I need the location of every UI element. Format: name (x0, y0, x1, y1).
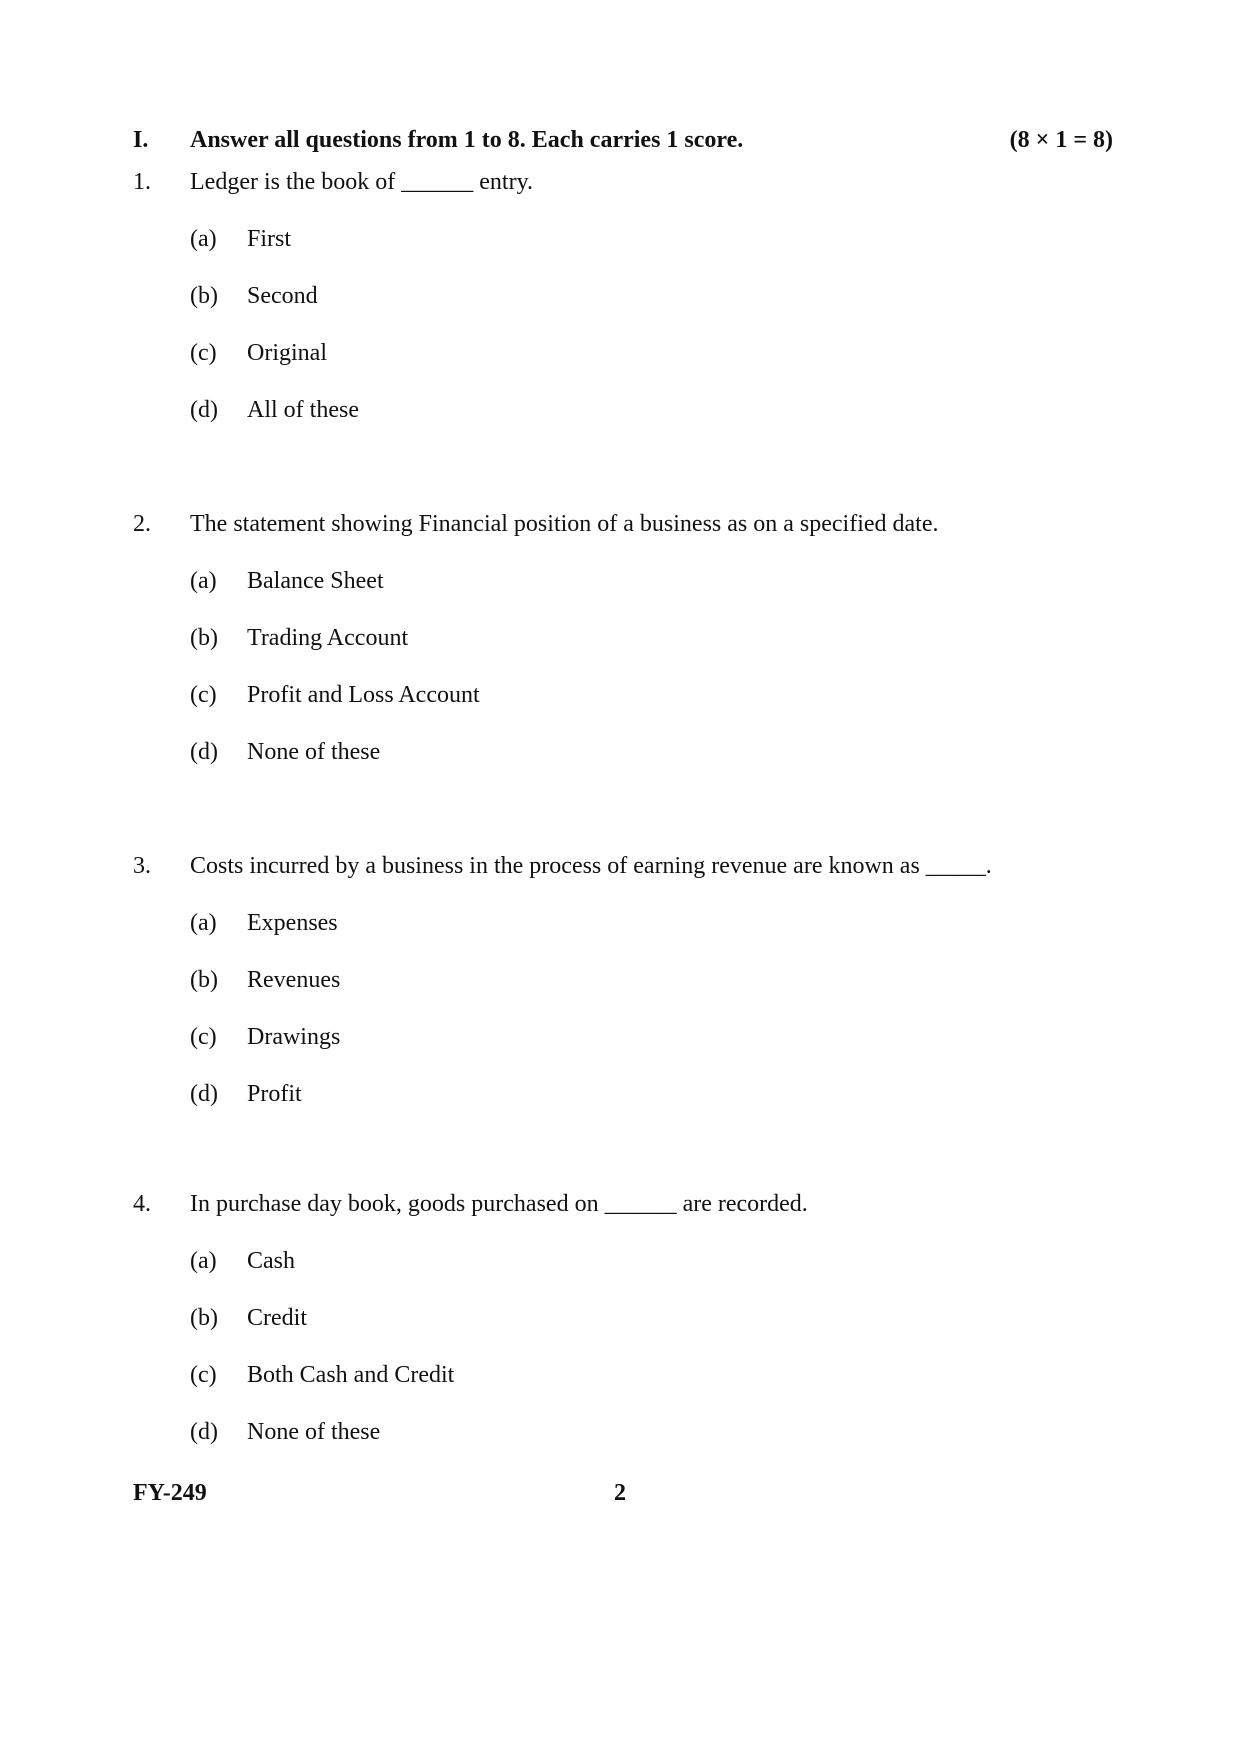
option-text: Balance Sheet (247, 568, 384, 594)
option-label: (a) (190, 226, 217, 252)
option-label: (b) (190, 1305, 218, 1331)
page-number: 2 (614, 1480, 626, 1506)
section-marks: (8 × 1 = 8) (1009, 127, 1113, 153)
option-b (190, 284, 990, 312)
option-b (190, 626, 990, 654)
option-text: All of these (247, 397, 359, 423)
option-label: (d) (190, 397, 218, 423)
option-label: (d) (190, 739, 218, 765)
option-label: (b) (190, 283, 218, 309)
option-c (190, 341, 990, 369)
option-d (190, 740, 990, 768)
option-label: (c) (190, 682, 217, 708)
option-label: (b) (190, 625, 218, 651)
option-label: (d) (190, 1419, 218, 1445)
option-text: Expenses (247, 910, 338, 936)
option-label: (b) (190, 967, 218, 993)
option-text: Original (247, 340, 327, 366)
option-c (190, 1025, 990, 1053)
question-number: 4. (133, 1191, 151, 1217)
question-text: Ledger is the book of ______ entry. (190, 169, 534, 195)
question-text: Costs incurred by a business in the process of earning revenue are known as _____. (190, 853, 992, 879)
section-instruction: Answer all questions from 1 to 8. Each carries 1 score. (190, 127, 744, 153)
option-text: None of these (247, 1419, 381, 1445)
option-c (190, 1363, 990, 1391)
option-text: Revenues (247, 967, 341, 993)
question-text: The statement showing Financial position of a business as on a specified date. (190, 511, 939, 537)
option-label: (c) (190, 1024, 217, 1050)
option-text: Credit (247, 1305, 307, 1331)
option-text: None of these (247, 739, 381, 765)
question-number: 1. (133, 169, 151, 195)
option-label: (a) (190, 1248, 217, 1274)
section-header (133, 128, 1113, 156)
option-label: (d) (190, 1081, 218, 1107)
question-number: 2. (133, 511, 151, 537)
option-text: Second (247, 283, 318, 309)
option-label: (a) (190, 568, 217, 594)
option-d (190, 1082, 990, 1110)
section-numeral: I. (133, 127, 149, 153)
paper-code: FY-249 (133, 1480, 207, 1506)
option-label: (c) (190, 1362, 217, 1388)
option-label: (c) (190, 340, 217, 366)
option-a (190, 227, 990, 255)
option-d (190, 398, 990, 426)
option-text: Trading Account (247, 625, 409, 651)
question-number: 3. (133, 853, 151, 879)
option-c (190, 683, 990, 711)
option-b (190, 1306, 990, 1334)
option-text: Profit and Loss Account (247, 682, 480, 708)
option-a (190, 1249, 990, 1277)
option-a (190, 911, 990, 939)
option-text: Cash (247, 1248, 295, 1274)
option-b (190, 968, 990, 996)
option-a (190, 569, 990, 597)
option-text: Drawings (247, 1024, 341, 1050)
option-text: Profit (247, 1081, 302, 1107)
option-d (190, 1420, 990, 1448)
option-text: Both Cash and Credit (247, 1362, 455, 1388)
question-text: In purchase day book, goods purchased on ______ are recorded. (190, 1191, 808, 1217)
option-label: (a) (190, 910, 217, 936)
option-text: First (247, 226, 292, 252)
